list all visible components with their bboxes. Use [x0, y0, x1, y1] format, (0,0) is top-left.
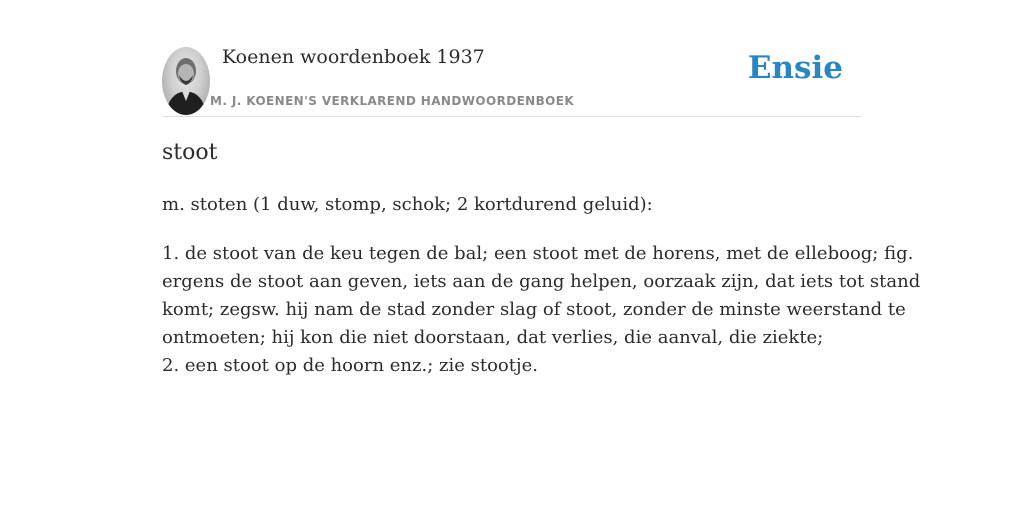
definition-line: ontmoeten; hij kon die niet doorstaan, dat verlies, die aanval, die ziekte; — [162, 327, 824, 348]
definition-line: 1. de stoot van de keu tegen de bal; een stoot met de horens, met de elleboog; fig. — [162, 243, 914, 264]
entry-definition — [162, 240, 921, 380]
entry-grammar: m. stoten (1 duw, stomp, schok; 2 kortdurend geluid): — [162, 194, 653, 215]
portrait-icon — [162, 47, 210, 115]
definition-line: komt; zegsw. hij nam de stad zonder slag of stoot, zonder de minste weerstand te — [162, 299, 906, 320]
definition-line: 2. een stoot op de hoorn enz.; zie stootje. — [162, 355, 538, 376]
entry-headword: stoot — [162, 140, 218, 165]
dictionary-header — [162, 44, 862, 117]
ensie-logo-link[interactable]: Ensie — [747, 50, 843, 86]
definition-line: ergens de stoot aan geven, iets aan de gang helpen, oorzaak zijn, dat iets tot stand — [162, 271, 921, 292]
dictionary-subtitle: M. J. KOENEN'S VERKLAREND HANDWOORDENBOEK — [210, 94, 575, 108]
author-portrait-icon — [162, 47, 210, 115]
dictionary-title[interactable]: Koenen woordenboek 1937 — [222, 46, 485, 68]
